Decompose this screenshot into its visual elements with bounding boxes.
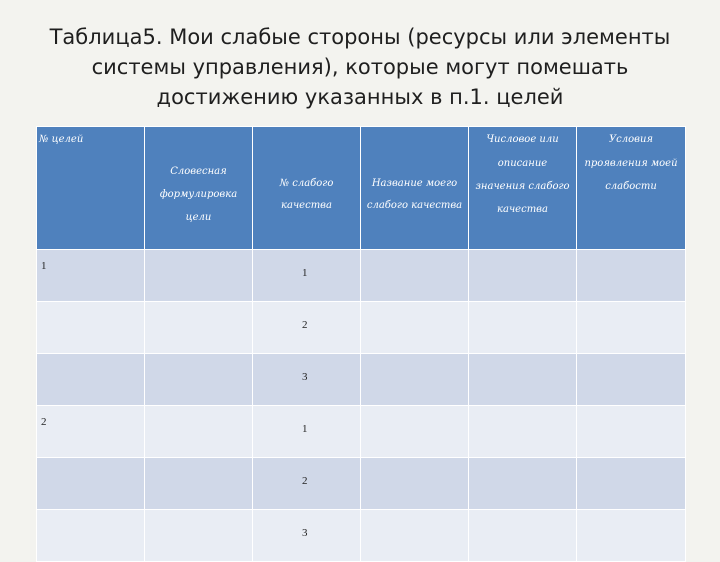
title-line-2: системы управления), которые могут помешать [91,55,629,79]
table-cell [469,302,577,354]
header-conditions [577,127,686,250]
header-weak-value-l3: значения слабого [475,181,570,192]
weaknesses-table [36,126,686,562]
weak-number-cell [253,406,361,458]
table-row [37,250,686,302]
weak-number: 3 [302,371,308,383]
goal-number-cell [37,510,145,562]
goal-number-cell [37,302,145,354]
table-cell [145,354,253,406]
weak-number-cell [253,250,361,302]
header-goal-wording-l2: формулировка [159,189,238,200]
header-weak-name [361,127,469,250]
table-row [37,406,686,458]
header-goal-wording [145,127,253,250]
weak-number-cell [253,458,361,510]
table-cell [469,510,577,562]
table-cell [145,458,253,510]
table-cell [577,458,686,510]
header-weak-no-l2: качества [281,200,332,211]
goal-number-cell: 1 [37,250,145,302]
header-row [37,127,686,250]
table-cell [361,458,469,510]
table-cell [145,302,253,354]
goal-number-cell [37,458,145,510]
table-cell [361,406,469,458]
header-conditions-l2: проявления моей [584,158,678,169]
table-cell [145,510,253,562]
slide-title [40,22,680,112]
table-cell [577,354,686,406]
table-cell [469,458,577,510]
table-cell [145,406,253,458]
header-goal-wording-l3: цели [185,212,212,223]
table-row [37,458,686,510]
table-cell [361,250,469,302]
weak-number: 3 [302,527,308,539]
header-weak-no [253,127,361,250]
table-cell [577,406,686,458]
weak-number-cell [253,510,361,562]
weak-number: 2 [302,475,308,487]
table-cell [145,250,253,302]
table-cell [361,354,469,406]
title-line-1: Таблица5. Мои слабые стороны (ресурсы или элементы [49,25,671,49]
header-weak-no-l1: № слабого [279,178,334,189]
header-goal-no-text: № целей [39,134,84,145]
weak-number: 1 [302,423,308,435]
table-cell [577,510,686,562]
header-weak-value [469,127,577,250]
header-goal-no [37,127,145,250]
header-weak-name-l1: Название моего [371,178,458,189]
weak-number-cell [253,354,361,406]
goal-number-cell: 2 [37,406,145,458]
weak-number: 2 [302,319,308,331]
header-goal-wording-l1: Словесная [170,166,227,177]
goal-number-cell [37,354,145,406]
table-row [37,302,686,354]
table-row [37,354,686,406]
title-line-3: достижению указанных в п.1. целей [156,85,564,109]
header-conditions-l1: Условия [608,134,654,145]
table-cell [469,250,577,302]
table-cell [361,302,469,354]
table-cell [577,302,686,354]
table-row [37,510,686,562]
table-cell [469,354,577,406]
header-weak-name-l2: слабого качества [366,200,463,211]
header-weak-value-l1: Числовое или [486,134,559,145]
header-weak-value-l2: описание [497,158,548,169]
weak-number-cell [253,302,361,354]
table-cell [577,250,686,302]
table-cell [361,510,469,562]
weak-number: 1 [302,267,308,279]
header-conditions-l3: слабости [605,181,657,192]
header-weak-value-l4: качества [497,204,548,215]
table-cell [469,406,577,458]
